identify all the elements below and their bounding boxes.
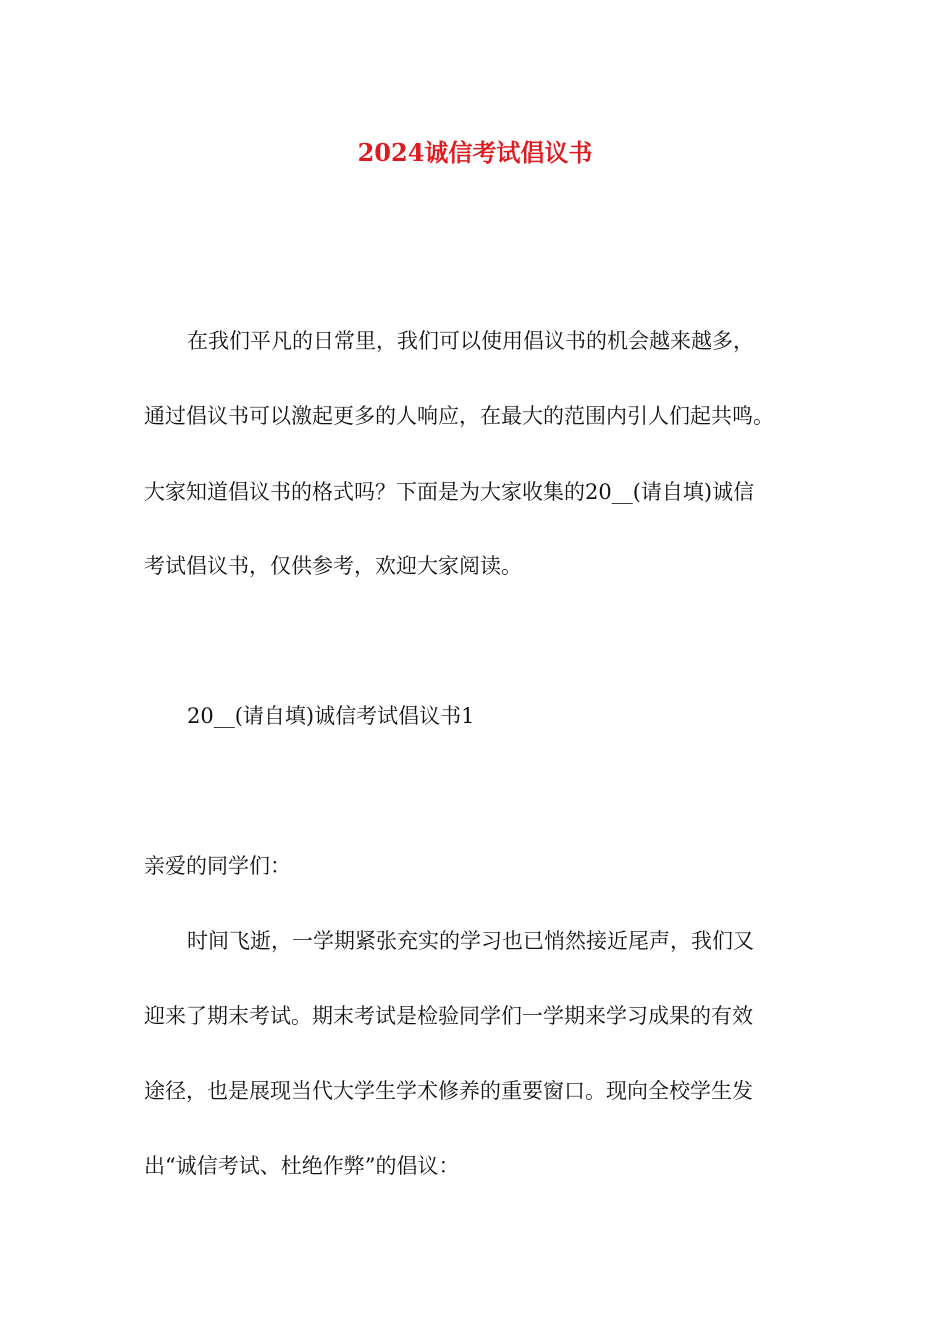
intro-line-1: 在我们平凡的日常里，我们可以使用倡议书的机会越来越多，: [187, 329, 754, 353]
body-line-3: 途径，也是展现当代大学生学术修养的重要窗口。现向全校学生发: [144, 1079, 753, 1103]
intro-line-4: 考试倡议书，仅供参考，欢迎大家阅读。: [144, 554, 522, 578]
section-heading: 20__(请自填)诚信考试倡议书1: [187, 704, 475, 728]
document-title: 2024诚信考试倡议书: [357, 138, 593, 167]
body-line-1: 时间飞逝，一学期紧张充实的学习也已悄然接近尾声，我们又: [187, 929, 754, 953]
body-line-2: 迎来了期末考试。期末考试是检验同学们一学期来学习成果的有效: [144, 1004, 753, 1028]
intro-line-3: 大家知道倡议书的格式吗？下面是为大家收集的20__(请自填)诚信: [144, 480, 755, 504]
intro-line-2: 通过倡议书可以激起更多的人响应，在最大的范围内引人们起共鸣。: [144, 404, 774, 428]
body-line-4: 出“诚信考试、杜绝作弊”的倡议：: [144, 1154, 460, 1178]
salutation: 亲爱的同学们：: [144, 854, 291, 878]
